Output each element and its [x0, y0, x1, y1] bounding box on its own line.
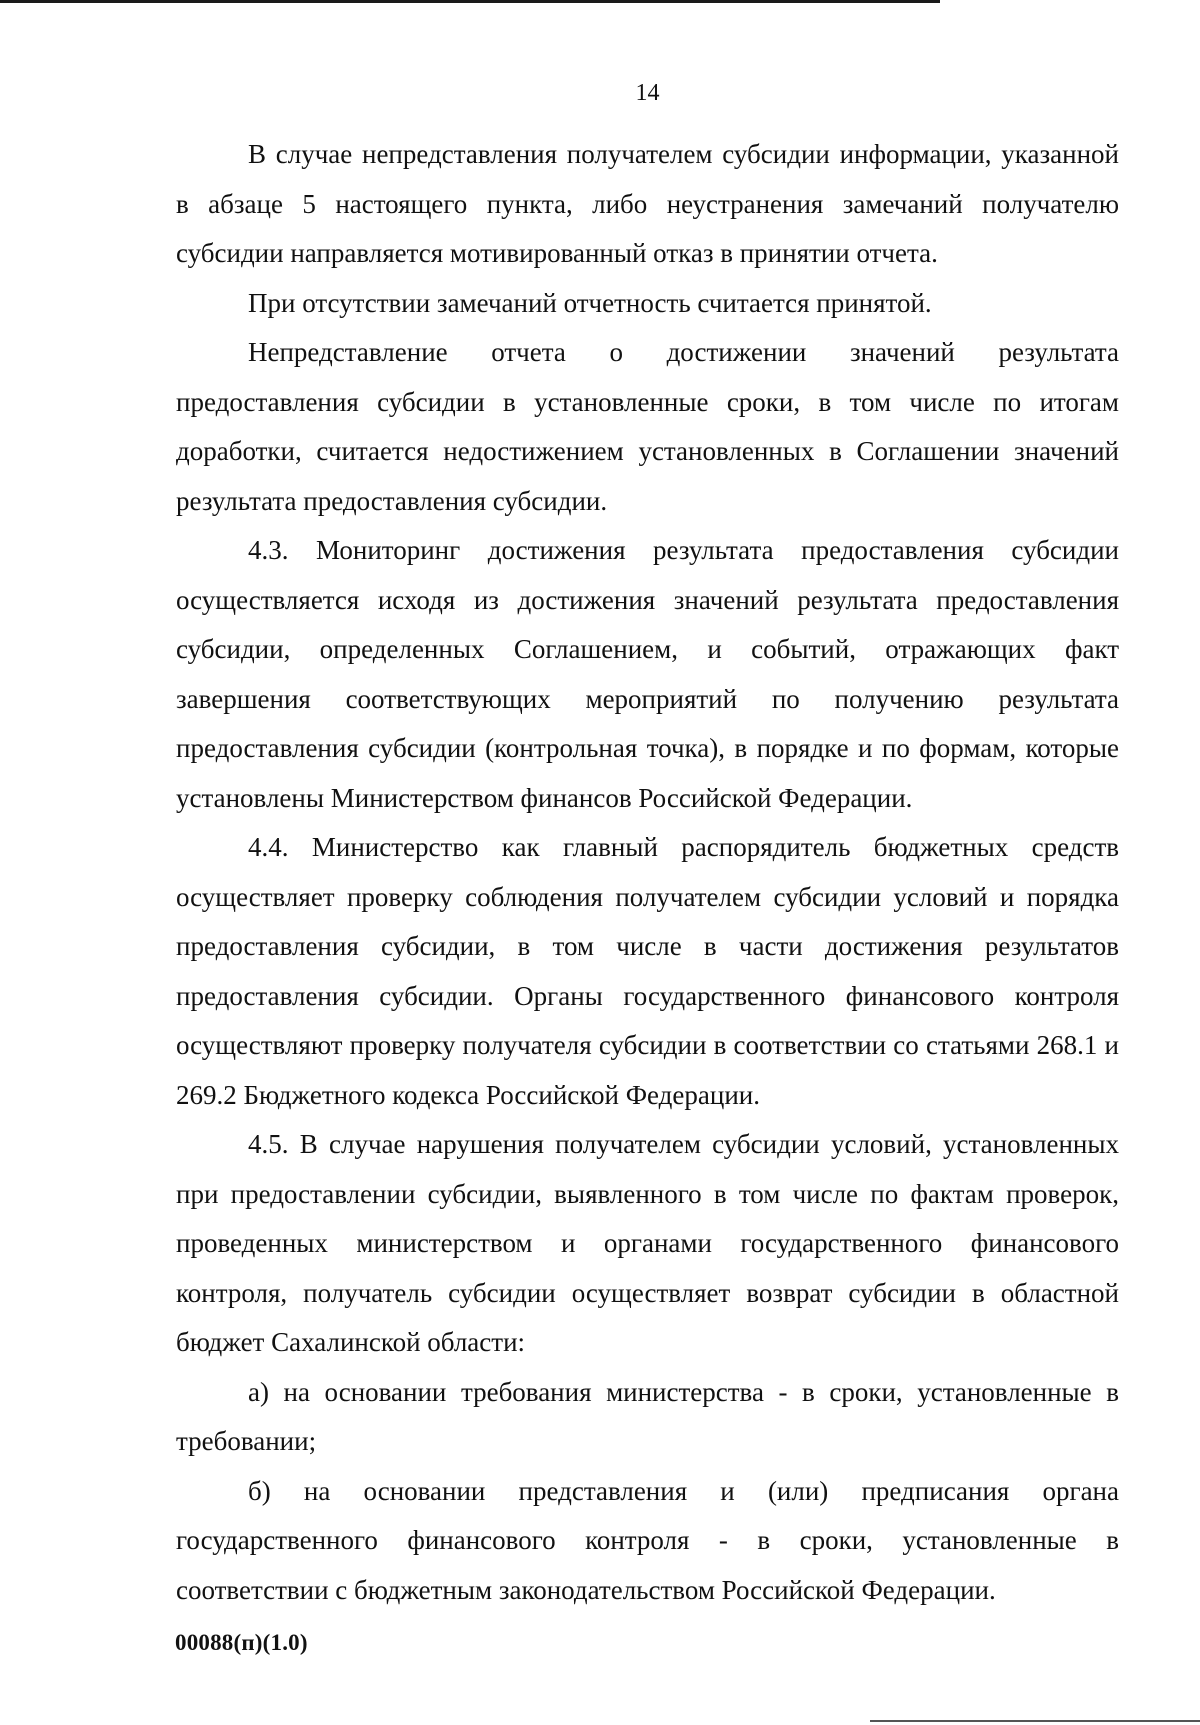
- document-code: 00088(п)(1.0): [175, 1630, 308, 1655]
- paragraph-4-3-monitoring: 4.3. Мониторинг достижения результата предоставления субсидии осуществляется исходя из достижения значений результата предоставления субсидии, определенных Соглашением, и событий, отражающих факт завершения соответствующих мероприятий по получению результата предоставления субсидии (контрольная точка), в порядке и по формам, которые установлены Министерством финансов Российской Федерации.: [176, 535, 1119, 813]
- bottom-scan-border: [870, 1720, 1200, 1722]
- page-number: 14: [635, 80, 660, 106]
- document-body: [176, 130, 1119, 1615]
- paragraph-item-b: б) на основании представления и (или) предписания органа государственного финансового контроля - в сроки, установленные в соответствии с бюджетным законодательством Российской Федерации.: [176, 1475, 1119, 1605]
- paragraph-report-missing: Непредставление отчета о достижении значений результата предоставления субсидии в установленные сроки, в том числе по итогам доработки, считается недостижением установленных в Соглашении значений результата предоставления субсидии.: [176, 337, 1119, 516]
- paragraph-report-accepted: При отсутствии замечаний отчетность считается принятой.: [248, 287, 932, 318]
- top-scan-border: [0, 0, 940, 3]
- paragraph-item-a: а) на основании требования министерства - в сроки, установленные в требовании;: [176, 1376, 1119, 1456]
- paragraph-4-5-refund: 4.5. В случае нарушения получателем субсидии условий, установленных при предоставлении субсидии, выявленного в том числе по фактам проверок, проведенных министерством и органами государственного финансового контроля, получатель субсидии осуществляет возврат субсидии в областной бюджет Сахалинской области:: [176, 1129, 1119, 1357]
- paragraph-4-4-inspection: 4.4. Министерство как главный распорядитель бюджетных средств осуществляет проверку соблюдения получателем субсидии условий и порядка предоставления субсидии, в том числе в части достижения результатов предоставления субсидии. Органы государственного финансового контроля осуществляют проверку получателя субсидии в соответствии со статьями 268.1 и 269.2 Бюджетного кодекса Российской Федерации.: [176, 832, 1119, 1110]
- paragraph-report-refusal: В случае непредставления получателем субсидии информации, указанной в абзаце 5 настоящего пункта, либо неустранения замечаний получателю субсидии направляется мотивированный отказ в принятии отчета.: [176, 139, 1119, 268]
